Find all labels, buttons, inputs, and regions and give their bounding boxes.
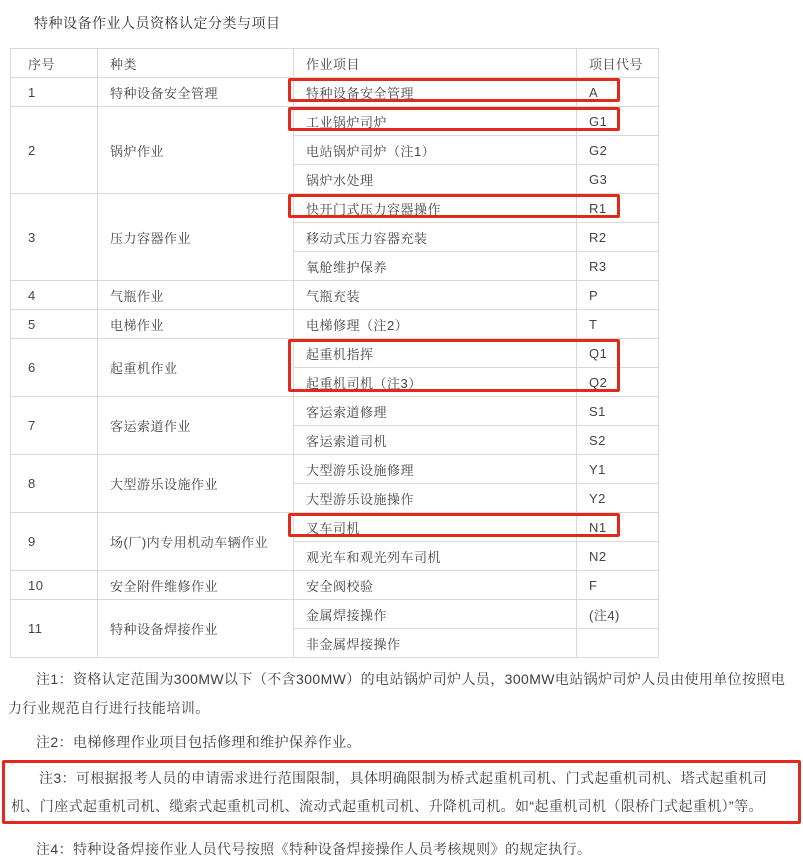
code-cell: G3	[577, 165, 659, 194]
note-3-highlight-box: 注3：可根据报考人员的申请需求进行范围限制，具体明确限制为桥式起重机司机、门式起重机司机、塔式起重机司机、门座式起重机司机、缆索式起重机司机、流动式起重机司机、升降机司机。如“起重机司机（限桥门式起重机）”等。	[2, 760, 801, 824]
table-row	[11, 513, 659, 542]
project-cell: 安全阀校验	[294, 571, 577, 600]
category-cell: 起重机作业	[98, 339, 294, 397]
seq-cell: 10	[11, 571, 98, 600]
seq-cell: 8	[11, 455, 98, 513]
project-cell: 电站锅炉司炉（注1）	[294, 136, 577, 165]
code-cell: R3	[577, 252, 659, 281]
code-cell: (注4)	[577, 600, 659, 629]
project-cell: 金属焊接操作	[294, 600, 577, 629]
table-row	[11, 397, 659, 426]
code-cell: S2	[577, 426, 659, 455]
code-cell: N1	[577, 513, 659, 542]
table-header-row	[11, 49, 659, 78]
table-row	[11, 339, 659, 368]
project-cell: 大型游乐设施操作	[294, 484, 577, 513]
seq-cell: 4	[11, 281, 98, 310]
seq-cell: 6	[11, 339, 98, 397]
project-cell: 起重机司机（注3）	[294, 368, 577, 397]
code-cell: R2	[577, 223, 659, 252]
col-header-code: 项目代号	[577, 49, 659, 78]
category-cell: 锅炉作业	[98, 107, 294, 194]
seq-cell: 2	[11, 107, 98, 194]
project-cell: 起重机指挥	[294, 339, 577, 368]
category-cell: 特种设备焊接作业	[98, 600, 294, 658]
category-cell: 压力容器作业	[98, 194, 294, 281]
code-cell: Y2	[577, 484, 659, 513]
project-cell: 非金属焊接操作	[294, 629, 577, 658]
table-row	[11, 310, 659, 339]
seq-cell: 1	[11, 78, 98, 107]
qualification-table-body	[11, 78, 659, 658]
code-cell: Q2	[577, 368, 659, 397]
note-4: 注4：特种设备焊接作业人员代号按照《特种设备焊接操作人员考核规则》的规定执行。	[36, 841, 592, 857]
seq-cell: 5	[11, 310, 98, 339]
project-cell: 气瓶充装	[294, 281, 577, 310]
table-row	[11, 107, 659, 136]
category-cell: 安全附件维修作业	[98, 571, 294, 600]
table-row	[11, 194, 659, 223]
table-row	[11, 281, 659, 310]
category-cell: 场(厂)内专用机动车辆作业	[98, 513, 294, 571]
code-cell: P	[577, 281, 659, 310]
code-cell: N2	[577, 542, 659, 571]
code-cell: F	[577, 571, 659, 600]
code-cell: S1	[577, 397, 659, 426]
category-cell: 特种设备安全管理	[98, 78, 294, 107]
code-cell: A	[577, 78, 659, 107]
table-row	[11, 78, 659, 107]
project-cell: 大型游乐设施修理	[294, 455, 577, 484]
seq-cell: 9	[11, 513, 98, 571]
col-header-project: 作业项目	[294, 49, 577, 78]
note-2: 注2：电梯修理作业项目包括修理和维护保养作业。	[36, 734, 361, 750]
project-cell: 锅炉水处理	[294, 165, 577, 194]
project-cell: 特种设备安全管理	[294, 78, 577, 107]
note-1: 注1：资格认定范围为300MW以下（不含300MW）的电站锅炉司炉人员，300MW电站锅炉司炉人员由使用单位按照电力行业规范自行进行技能培训。	[8, 671, 786, 716]
category-cell: 大型游乐设施作业	[98, 455, 294, 513]
project-cell: 观光车和观光列车司机	[294, 542, 577, 571]
code-cell: T	[577, 310, 659, 339]
category-cell: 电梯作业	[98, 310, 294, 339]
project-cell: 氧舱维护保养	[294, 252, 577, 281]
code-cell: Q1	[577, 339, 659, 368]
code-cell: R1	[577, 194, 659, 223]
page-title: 特种设备作业人员资格认定分类与项目	[34, 15, 281, 31]
code-cell: Y1	[577, 455, 659, 484]
table-row	[11, 600, 659, 629]
project-cell: 移动式压力容器充装	[294, 223, 577, 252]
table-row	[11, 455, 659, 484]
seq-cell: 3	[11, 194, 98, 281]
project-cell: 客运索道司机	[294, 426, 577, 455]
category-cell: 客运索道作业	[98, 397, 294, 455]
project-cell: 客运索道修理	[294, 397, 577, 426]
code-cell: G2	[577, 136, 659, 165]
col-header-category: 种类	[98, 49, 294, 78]
code-cell	[577, 629, 659, 658]
notes-section	[8, 658, 799, 864]
category-cell: 气瓶作业	[98, 281, 294, 310]
qualification-table	[10, 48, 659, 658]
seq-cell: 11	[11, 600, 98, 658]
col-header-seq: 序号	[11, 49, 98, 78]
project-cell: 电梯修理（注2）	[294, 310, 577, 339]
code-cell: G1	[577, 107, 659, 136]
table-row	[11, 571, 659, 600]
project-cell: 快开门式压力容器操作	[294, 194, 577, 223]
project-cell: 工业锅炉司炉	[294, 107, 577, 136]
project-cell: 叉车司机	[294, 513, 577, 542]
seq-cell: 7	[11, 397, 98, 455]
